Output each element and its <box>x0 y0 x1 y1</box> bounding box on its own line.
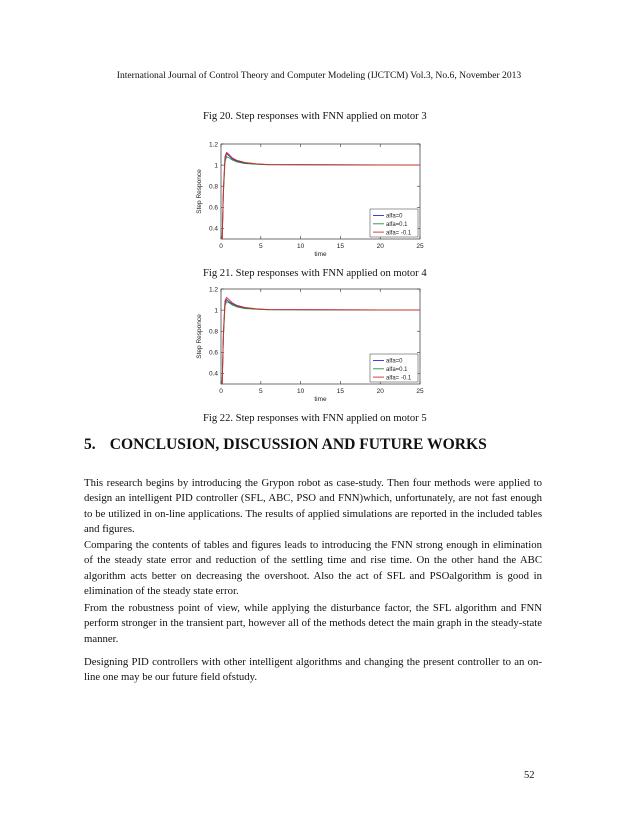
x-tick-label: 15 <box>336 243 345 250</box>
y-axis-label: Step Responce <box>196 169 203 214</box>
x-tick-label: 5 <box>258 243 263 250</box>
x-axis-label: time <box>314 396 327 403</box>
y-tick-label: 1 <box>214 307 218 315</box>
section-heading <box>84 436 564 454</box>
y-tick-label: 0.4 <box>208 370 218 378</box>
y-tick-label: 0.8 <box>208 183 218 191</box>
y-tick-label: 1.2 <box>208 141 218 149</box>
figure-22-caption: Fig 22. Step responses with FNN applied on motor 5 <box>203 413 427 424</box>
y-tick-label: 1 <box>214 162 218 170</box>
x-tick-label: 20 <box>376 243 384 250</box>
y-tick-label: 0.6 <box>208 204 218 212</box>
x-tick-label: 10 <box>296 243 305 250</box>
y-tick-label: 0.8 <box>208 328 218 336</box>
figure-21-caption: Fig 21. Step responses with FNN applied on motor 4 <box>203 268 427 279</box>
page-number: 52 <box>524 770 535 781</box>
y-axis-label: Step Responce <box>196 314 203 359</box>
x-tick-label: 5 <box>258 388 263 395</box>
x-tick-label: 25 <box>416 243 424 250</box>
figure-20-caption: Fig 20. Step responses with FNN applied on motor 3 <box>203 111 427 122</box>
x-tick-label: 10 <box>296 388 305 395</box>
paragraph-1: This research begins by introducing the Grypon robot as case-study. Then four methods were applied to design an intelligent PID controller (SFL, ABC, PSO and FNN)which, unfortunately, are not fast enough to be utilized in on-line applications. The results of applied simulations are reported in the included tables and figures. <box>84 477 542 535</box>
legend-label-2: alfa= -0.1 <box>386 375 412 382</box>
x-tick-label: 25 <box>416 388 424 395</box>
chart-svg <box>191 281 431 406</box>
journal-header: International Journal of Control Theory and Computer Modeling (IJCTCM) Vol.3, No.6, November 2013 <box>116 70 522 81</box>
legend-label-0: alfa=0 <box>386 213 403 220</box>
y-tick-label: 0.4 <box>208 225 218 233</box>
x-axis-label: time <box>314 251 327 258</box>
paragraph-3: From the robustness point of view, while applying the disturbance factor, the SFL algorithm and FNN perform stronger in the transient part, however all of the methods detect the main graph in the steady-state manner. <box>84 602 542 645</box>
legend-label-0: alfa=0 <box>386 358 403 365</box>
paragraph-4: Designing PID controllers with other intelligent algorithms and changing the present controller to an on-line one may be our future field ofstudy. <box>84 656 542 684</box>
section-title-text: CONCLUSION, DISCUSSION AND FUTURE WORKS <box>109 436 487 453</box>
legend-label-2: alfa= -0.1 <box>386 230 412 237</box>
step-response-chart-1 <box>191 136 431 261</box>
paragraph-2: Comparing the contents of tables and figures leads to introducing the FNN strong enough in elimination of the steady state error and reduction of the settling time and rise time. On the other hand the ABC algorithm acts better on decreasing the overshoot. Also the act of SFL and PSOalgorithm is good in elimination of the steady state error. <box>84 539 542 597</box>
x-tick-label: 0 <box>219 388 223 395</box>
x-tick-label: 15 <box>336 388 345 395</box>
section-number: 5. <box>84 436 96 453</box>
y-tick-label: 0.6 <box>208 349 218 357</box>
x-tick-label: 0 <box>219 243 223 250</box>
step-response-chart-2 <box>191 281 431 406</box>
legend-label-1: alfa=0.1 <box>386 367 408 373</box>
chart-svg <box>191 136 431 261</box>
x-tick-label: 20 <box>376 388 384 395</box>
legend-label-1: alfa=0.1 <box>386 222 408 228</box>
y-tick-label: 1.2 <box>208 286 218 294</box>
